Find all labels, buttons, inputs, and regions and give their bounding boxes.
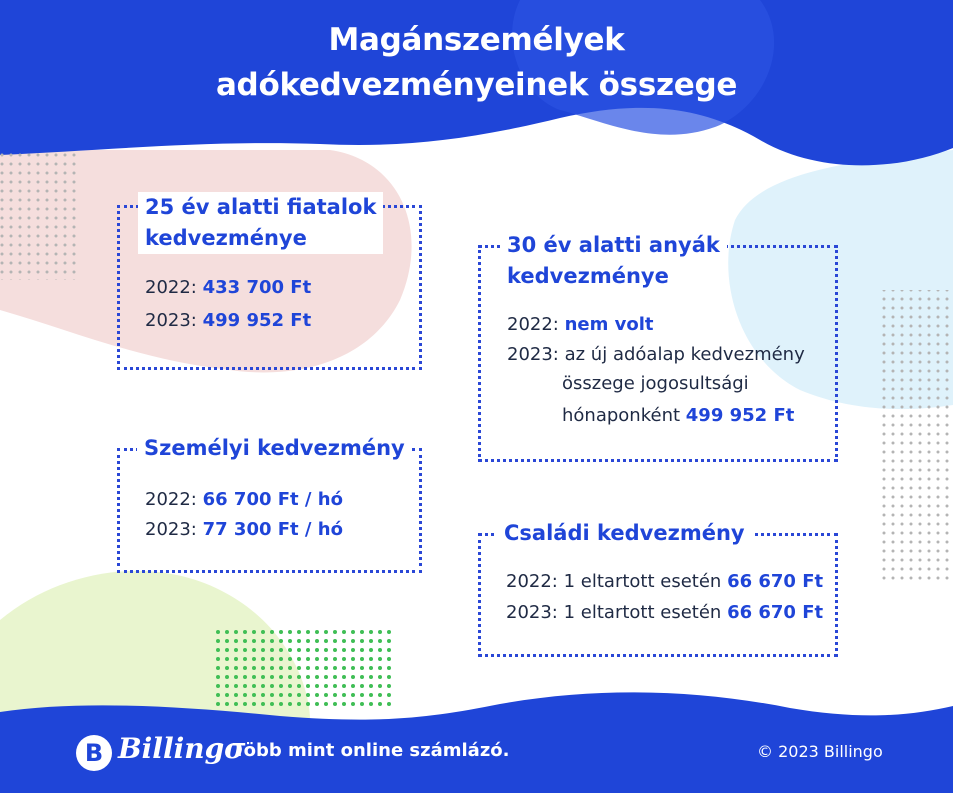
copyright-text: © 2023 Billingo: [757, 742, 883, 761]
card-family-row-2023: [506, 601, 823, 625]
description-text: hónaponként: [562, 405, 681, 426]
card-mothers-row-2023: [507, 343, 805, 367]
tagline: Több mint online számlázó.: [233, 740, 510, 761]
billingo-logo-icon: [76, 735, 112, 771]
amount-value: 499 952 Ft: [685, 405, 795, 426]
amount-value: 77 300 Ft / hó: [202, 519, 343, 540]
card-family-title: Családi kedvezmény: [497, 518, 752, 549]
title-line-1: Magánszemélyek: [328, 22, 625, 58]
card-young-row-2023: [145, 309, 311, 333]
card-mothers-row-2023-cont-2: [562, 400, 794, 432]
card-personal-title: Személyi kedvezmény: [137, 433, 412, 464]
year-label: 2023:: [145, 519, 197, 540]
card-mothers-title-line-1: 30 év alatti anyák: [507, 233, 720, 257]
card-family-row-2022: [506, 570, 823, 594]
card-personal-row-2023: [145, 518, 343, 542]
year-label: 2023:: [506, 602, 558, 623]
card-mothers-row-2023-cont-1: összege jogosultsági: [562, 373, 749, 394]
description-text: az új adóalap kedvezmény: [564, 344, 805, 365]
amount-value: 66 670 Ft: [727, 571, 824, 592]
card-mothers-row-2022: [507, 313, 654, 337]
card-young-title-line-2: kedvezménye: [145, 226, 307, 250]
card-mothers-title-line-2: kedvezménye: [507, 264, 669, 288]
amount-value: 499 952 Ft: [202, 310, 312, 331]
title-line-2: adókedvezményeinek összege: [215, 67, 738, 103]
year-label: 2022:: [506, 571, 558, 592]
amount-value: nem volt: [564, 314, 654, 335]
year-label: 2022:: [145, 277, 197, 298]
card-young-title-line-1: 25 év alatti fiatalok: [145, 195, 377, 219]
year-label: 2022:: [507, 314, 559, 335]
description-text: 1 eltartott esetén: [563, 602, 722, 623]
logo-letter: B: [84, 739, 104, 767]
amount-value: 66 700 Ft / hó: [202, 489, 343, 510]
description-text: 1 eltartott esetén: [563, 571, 722, 592]
card-young-title: [138, 192, 383, 254]
card-personal-row-2022: [145, 488, 343, 512]
year-label: 2022:: [145, 489, 197, 510]
card-mothers-title: [500, 230, 727, 292]
year-label: 2023:: [507, 344, 559, 365]
card-family-frame: [478, 533, 838, 657]
amount-value: 433 700 Ft: [202, 277, 312, 298]
brand-name: Billingo: [118, 732, 243, 765]
amount-value: 66 670 Ft: [727, 602, 824, 623]
card-young-row-2022: [145, 276, 311, 300]
page-title: [0, 18, 953, 108]
year-label: 2023:: [145, 310, 197, 331]
